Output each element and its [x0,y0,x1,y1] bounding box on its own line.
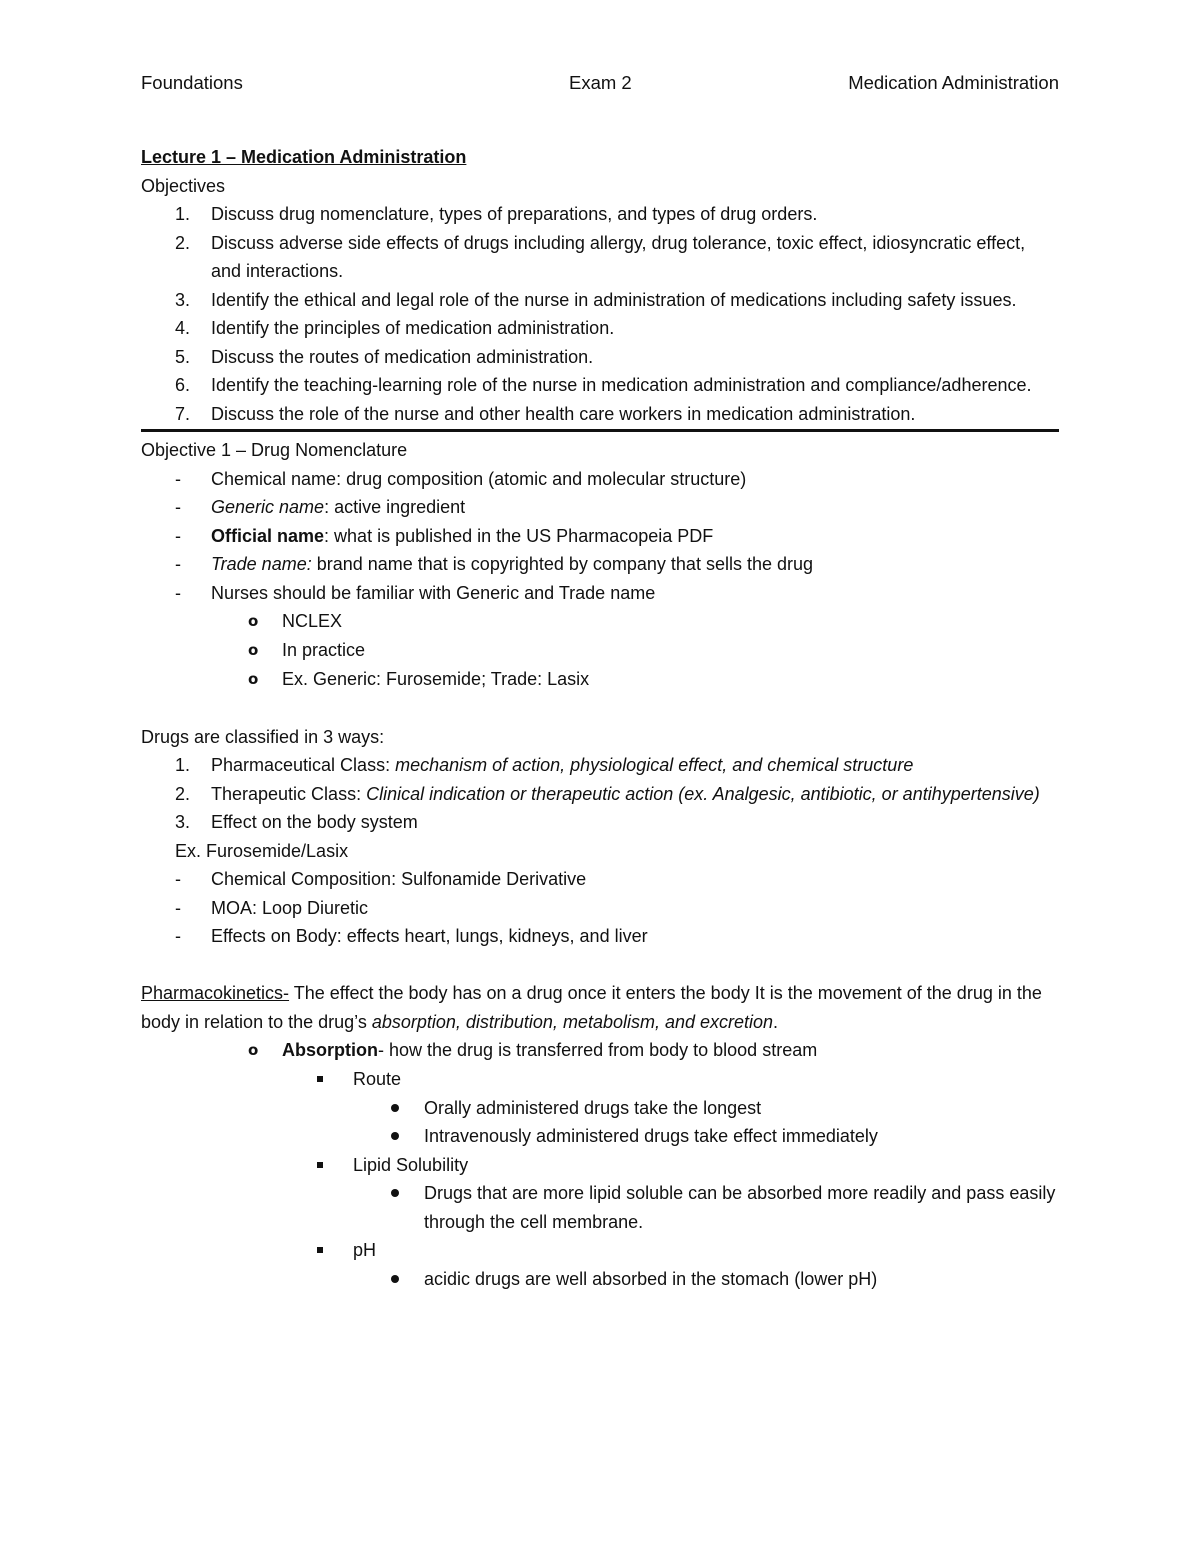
pharmacokinetics-end: . [773,1011,779,1032]
absorption-text: - how the drug is transferred from body to blood stream [378,1040,818,1060]
nomenclature-text: brand name that is copyrighted by company that sells the drug [311,554,814,574]
dash-bullet: - [175,897,181,918]
nomenclature-label: Official name [211,525,325,546]
circle-bullet: o [248,670,259,688]
absorption-label: Absorption [282,1040,378,1060]
ph-label: pH [353,1240,377,1260]
pharmacokinetics-term: Pharmacokinetics- [141,983,290,1003]
dash-bullet: - [175,926,181,946]
nomenclature-item [141,522,1059,551]
example-text: Effects on Body: effects heart, lungs, kidneys, and liver [211,926,648,946]
example-text: MOA: Loop Diuretic [211,897,369,918]
route-subitem [141,1094,1059,1123]
ph-subitem [141,1265,1059,1294]
objective-number: 1. [175,204,191,224]
section-divider [141,429,1059,432]
nomenclature-item [141,550,1059,579]
classification-item [141,780,1059,809]
nomenclature-subitem [141,607,1059,636]
header-exam: Exam 2 [569,72,632,93]
example-heading: Ex. Furosemide/Lasix [175,840,349,861]
nomenclature-text: Nurses should be familiar with Generic and Trade name [211,582,656,603]
example-item [141,922,1059,951]
objective-item [141,314,1059,343]
example-item [141,894,1059,923]
dash-bullet: - [175,582,181,603]
classification-item [141,808,1059,837]
objectives-heading: Objectives [141,175,226,196]
example-item [141,865,1059,894]
objective-item [141,200,1059,229]
dot-bullet-icon [391,1189,399,1197]
route-subitem-text: Intravenously administered drugs take effect immediately [424,1126,878,1146]
class-desc: mechanism of action, physiological effect, and chemical structure [395,755,914,775]
subitem-text: NCLEX [282,611,343,631]
example-list [141,865,1059,951]
lipid-label: Lipid Solubility [353,1154,469,1175]
objective1-heading: Objective 1 – Drug Nomenclature [141,440,408,460]
example-text: Chemical Composition: Sulfonamide Derivative [211,869,587,889]
objective-item [141,229,1059,286]
objective-number: 6. [175,375,191,395]
nomenclature-label: Trade name: [211,554,312,574]
nomenclature-item [141,493,1059,522]
header-topic: Medication Administration [848,72,1059,93]
nomenclature-subitem [141,636,1059,665]
objective-item [141,400,1059,429]
classification-list [141,751,1059,837]
objective-number: 2. [175,232,191,253]
subitem-text: In practice [282,640,366,660]
objective-text: Identify the principles of medication administration. [211,318,615,338]
classified-intro: Drugs are classified in 3 ways: [141,726,385,747]
objective-text: Discuss the routes of medication administration. [211,346,594,367]
absorption-item [141,1036,1059,1065]
dot-bullet-icon [391,1132,399,1140]
header-course: Foundations [141,72,243,93]
route-item [141,1065,1059,1094]
class-number: 2. [175,783,191,804]
class-label: Effect on the body system [211,812,418,832]
circle-bullet: o [248,1041,259,1059]
square-bullet-icon [317,1076,323,1082]
dot-bullet-icon [391,1104,399,1112]
nomenclature-label: Chemical name [211,468,337,489]
objective-text: Discuss the role of the nurse and other health care workers in medication administration. [211,403,916,424]
objective-text: Identify the teaching-learning role of the nurse in medication administration and compliance/adherence. [211,375,1032,395]
pharmacokinetics-italic: absorption, distribution, metabolism, and excretion [371,1011,774,1032]
dash-bullet: - [175,497,181,517]
nomenclature-text: : active ingredient [324,497,466,517]
route-label: Route [353,1069,402,1089]
square-bullet-icon [317,1162,323,1168]
objective-number: 4. [175,318,191,338]
objective-number: 3. [175,289,191,310]
dash-bullet: - [175,525,181,546]
objective-text: Identify the ethical and legal role of the nurse in administration of medications including safety issues. [211,289,1017,310]
nomenclature-item [141,465,1059,494]
objective-text: Discuss drug nomenclature, types of preparations, and types of drug orders. [211,204,818,224]
nomenclature-label: Generic name [211,497,325,517]
class-desc: Clinical indication or therapeutic action (ex. Analgesic, antibiotic, or antihypertensive) [366,783,1040,804]
lipid-subitem [141,1179,1059,1236]
circle-bullet: o [248,641,259,659]
lecture-title: Lecture 1 – Medication Administration [141,147,467,167]
nomenclature-subitem [141,665,1059,694]
class-number: 3. [175,812,191,832]
objective-item [141,286,1059,315]
dash-bullet: - [175,869,181,889]
nomenclature-item [141,579,1059,608]
dot-bullet-icon [391,1275,399,1283]
square-bullet-icon [317,1247,323,1253]
objective-text: Discuss adverse side effects of drugs including allergy, drug tolerance, toxic effect, idiosyncratic effect, and interactions. [211,232,1026,281]
document-body [141,143,1059,1293]
page-header [141,72,1059,100]
dash-bullet: - [175,468,181,489]
lipid-subitem-text: Drugs that are more lipid soluble can be absorbed more readily and pass easily through the cell membrane. [424,1183,1056,1232]
circle-bullet: o [248,612,259,630]
route-subitem-text: Orally administered drugs take the longest [424,1097,762,1118]
pharmacokinetics-text: The effect the body has on a drug once it enters the body It is the movement of the drug in the body in relation to the drug’s [141,983,1042,1032]
ph-subitem-text: acidic drugs are well absorbed in the stomach (lower pH) [424,1268,878,1289]
objective-item [141,343,1059,372]
ph-item [141,1236,1059,1265]
objective-number: 5. [175,346,191,367]
objectives-list [141,200,1059,428]
objective-number: 7. [175,403,191,424]
nomenclature-text: : drug composition (atomic and molecular structure) [336,468,747,489]
class-label: Therapeutic Class: [211,783,367,804]
nomenclature-list [141,465,1059,695]
dash-bullet: - [175,554,181,574]
classification-item [141,751,1059,780]
class-number: 1. [175,755,191,775]
pharmacokinetics-paragraph [141,979,1059,1036]
objective-item [141,371,1059,400]
nomenclature-text: : what is published in the US Pharmacopeia PDF [324,525,714,546]
lipid-item [141,1151,1059,1180]
route-subitem [141,1122,1059,1151]
subitem-text: Ex. Generic: Furosemide; Trade: Lasix [282,669,590,689]
class-label: Pharmaceutical Class: [211,755,396,775]
